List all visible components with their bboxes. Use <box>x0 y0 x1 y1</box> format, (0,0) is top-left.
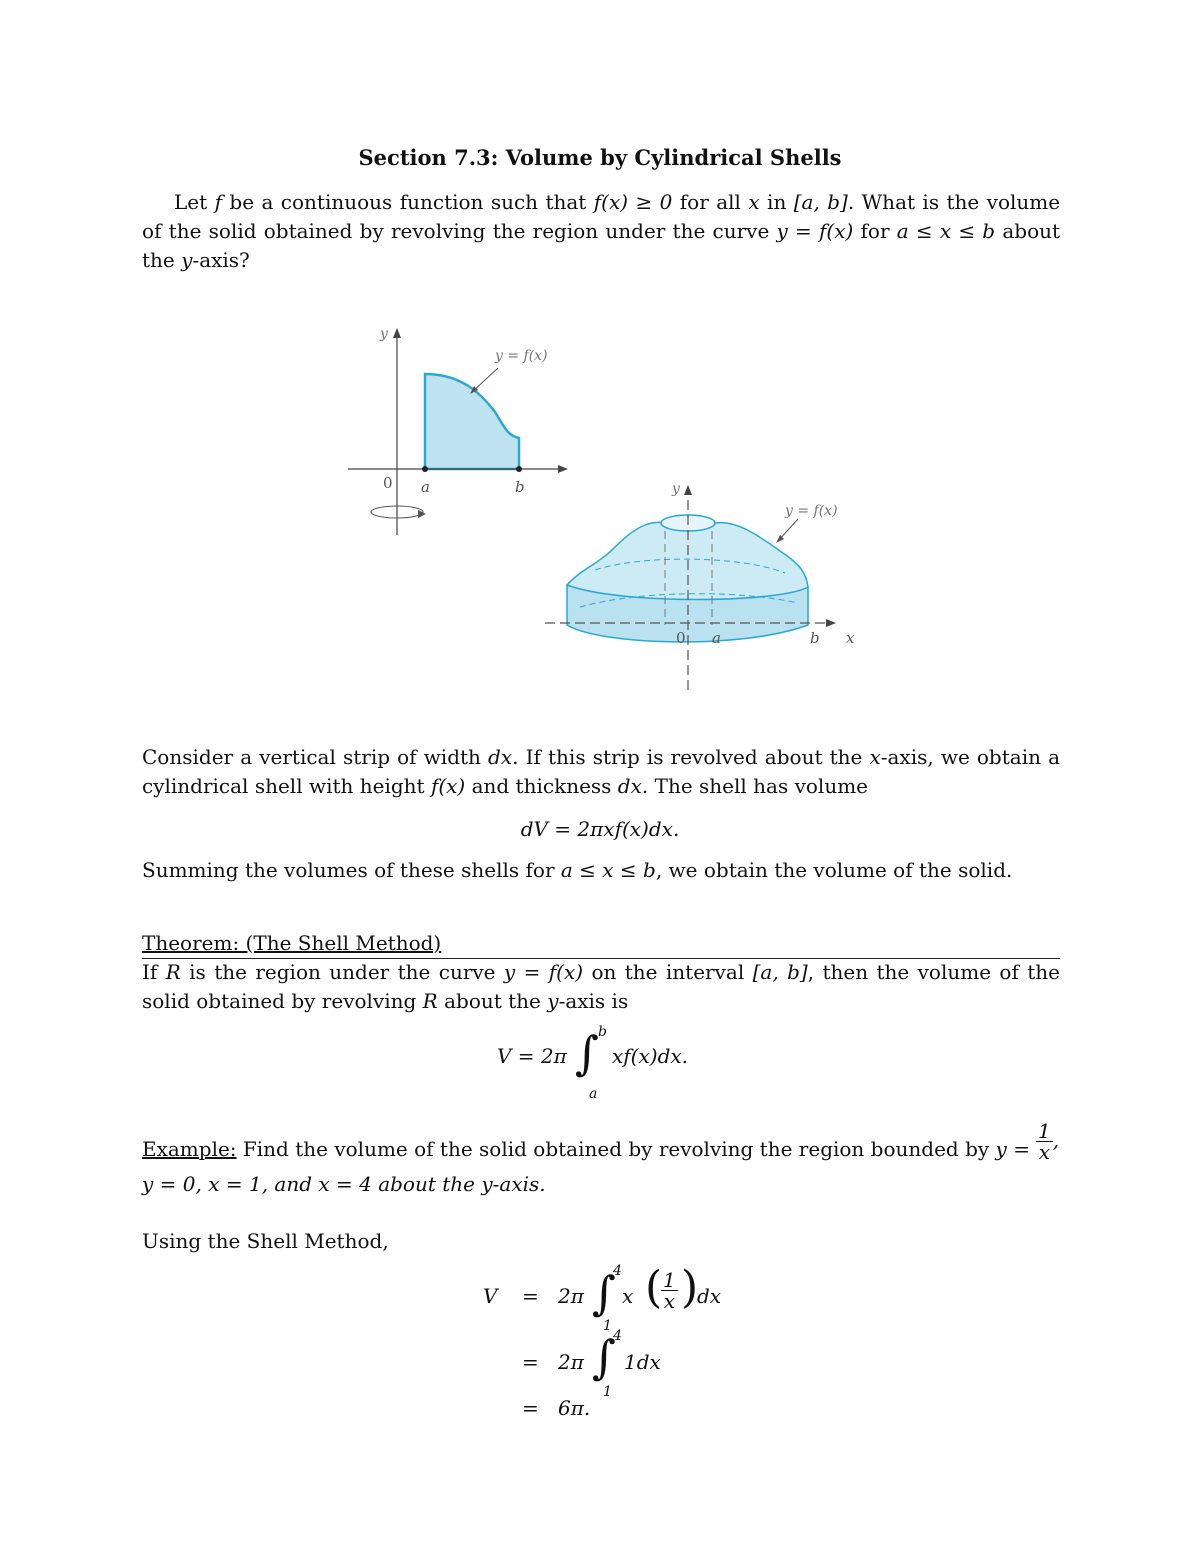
left-paren: ( <box>645 1262 663 1313</box>
solid-figure <box>540 475 870 695</box>
upper-limit-1: 4 <box>613 1263 622 1279</box>
upper-limit-2: 4 <box>613 1328 622 1344</box>
theorem-text: about the <box>444 989 541 1013</box>
theorem-body <box>142 958 1060 1016</box>
shaded-region <box>425 374 519 469</box>
example-comma: , <box>1052 1128 1060 1152</box>
intro-text: . What is the volume of the solid obtained by revolving the region under the curve <box>142 190 1061 243</box>
intro-text: Let <box>174 190 208 214</box>
a-label: a <box>421 478 430 496</box>
theorem-text: on the interval <box>591 960 745 984</box>
upper-limit: b <box>598 1024 607 1040</box>
intro-math: y <box>181 248 193 272</box>
y-label: y <box>672 481 680 497</box>
y-axis-arrow-icon <box>684 485 692 495</box>
intro-math: a ≤ x ≤ b <box>896 219 996 243</box>
origin-label: 0 <box>383 474 393 492</box>
a-label: a <box>712 629 721 647</box>
y-label: y <box>380 326 388 342</box>
strip-text: and thickness <box>471 774 612 798</box>
strip-math: dx <box>488 745 513 769</box>
lower-limit-2: 1 <box>603 1384 612 1400</box>
integral-sign-icon: ∫ <box>592 1330 616 1384</box>
page-title: Section 7.3: Volume by Cylindrical Shells <box>358 145 842 170</box>
fraction-numerator: 1 <box>663 1268 676 1292</box>
example-line-1 <box>142 1135 1060 1164</box>
intro-text: for all <box>679 190 741 214</box>
intro-math: f(x) ≥ 0 <box>593 190 673 214</box>
example-line-2: y = 0, x = 1, and x = 4 about the y-axis. <box>142 1172 546 1196</box>
theorem-math: [a, b] <box>752 960 808 984</box>
solution-2pi-1: 2π <box>558 1284 584 1308</box>
strip-text: Consider a vertical strip of width <box>142 745 481 769</box>
theorem-math: R <box>165 960 181 984</box>
shell-volume-equation: dV = 2πxf(x)dx. <box>520 817 680 841</box>
fraction-denominator: x <box>1038 1140 1050 1164</box>
example-fraction <box>1036 1121 1059 1162</box>
y-axis-arrow-icon <box>393 328 401 338</box>
solution-eq-1: = <box>522 1284 539 1308</box>
intro-text: in <box>767 190 787 214</box>
origin-label: 0 <box>676 629 686 647</box>
integral-sign-icon: ∫ <box>575 1026 599 1080</box>
point-b <box>516 466 522 472</box>
theorem-math: R <box>422 989 438 1013</box>
intro-math: [a, b] <box>793 190 848 214</box>
theorem-text: , then the volume of the solid obtained by revolving <box>142 960 1061 1013</box>
theorem-text: -axis is <box>558 989 629 1013</box>
shell-formula-lhs: V = 2π <box>497 1044 567 1068</box>
theorem-math: y <box>547 989 559 1013</box>
integral-sign-icon: ∫ <box>592 1266 616 1320</box>
fraction-denominator: x <box>663 1289 675 1313</box>
summing-text: , we obtain the volume of the solid. <box>655 858 1013 882</box>
lower-limit: a <box>589 1086 598 1102</box>
theorem-text: is the region under the curve <box>189 960 496 984</box>
theorem-text: If <box>142 960 158 984</box>
intro-text: about the <box>142 219 1061 272</box>
solution-fraction <box>661 1270 678 1311</box>
summing-text: Summing the volumes of these shells for <box>142 858 555 882</box>
b-label: b <box>810 629 820 647</box>
right-paren: ) <box>681 1262 699 1313</box>
shell-formula-integrand: xf(x)dx. <box>612 1044 689 1068</box>
intro-paragraph <box>142 188 1060 275</box>
theorem-math: y = f(x) <box>503 960 584 984</box>
curve-label: y = f(x) <box>495 348 548 364</box>
strip-math: x <box>869 745 881 769</box>
solution-dx: dx <box>697 1284 722 1308</box>
intro-text: -axis? <box>192 248 250 272</box>
b-label: b <box>515 478 525 496</box>
solution-eq-2: = <box>522 1350 539 1374</box>
intro-text: for <box>860 219 890 243</box>
fraction-numerator: 1 <box>1038 1119 1051 1143</box>
solution-result: 6π. <box>558 1396 591 1420</box>
strip-paragraph <box>142 743 1060 801</box>
summing-paragraph <box>142 856 1060 885</box>
lower-limit-1: 1 <box>603 1318 612 1334</box>
intro-text: be a continuous function such that <box>229 190 587 214</box>
example-math: y = <box>995 1137 1030 1161</box>
solution-V: V <box>483 1284 498 1308</box>
x-axis-arrow-icon <box>826 619 836 627</box>
strip-math: f(x) <box>430 774 466 798</box>
example-label: Example: <box>142 1137 237 1161</box>
using-sentence: Using the Shell Method, <box>142 1229 389 1253</box>
x-label: x <box>846 629 855 647</box>
strip-math: dx <box>617 774 642 798</box>
point-a <box>422 466 428 472</box>
intro-math: x <box>748 190 760 214</box>
solution-integrand-2: 1dx <box>624 1350 661 1374</box>
example-text: Find the volume of the solid obtained by revolving the region bounded by <box>242 1137 990 1161</box>
x-axis-arrow-icon <box>558 465 568 473</box>
solution-2pi-2: 2π <box>558 1350 584 1374</box>
intro-math: y = f(x) <box>776 219 854 243</box>
strip-text: . If this strip is revolved about the <box>512 745 863 769</box>
solution-x: x <box>622 1284 634 1308</box>
curve-label: y = f(x) <box>785 503 838 519</box>
theorem-heading: Theorem: (The Shell Method) <box>142 931 442 955</box>
rotation-arrowhead-icon <box>418 510 426 518</box>
strip-text: -axis, we obtain a cylindrical shell with height <box>142 745 1061 798</box>
summing-math: a ≤ x ≤ b <box>560 858 656 882</box>
intro-math: f <box>214 190 222 214</box>
solution-eq-3: = <box>522 1396 539 1420</box>
strip-text: . The shell has volume <box>641 774 868 798</box>
